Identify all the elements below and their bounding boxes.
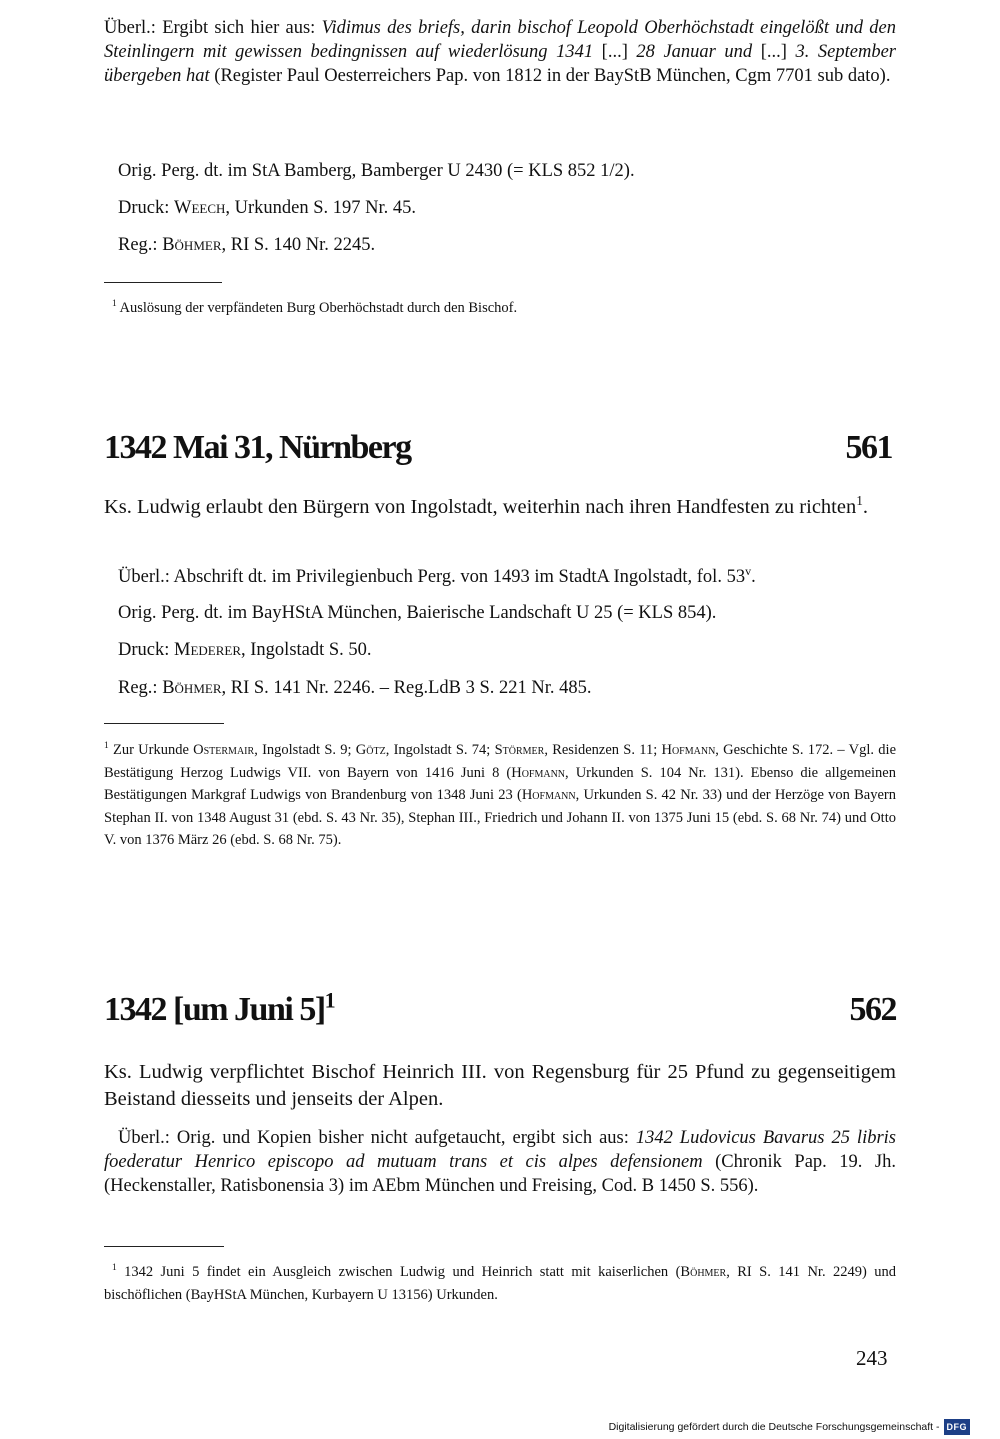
entry-562-footnote: $^1$ 1342 Juni 5 findet ein Ausgleich zwischen Ludwig und Heinrich statt mit kaiserlichen (Böhmer, RI S. 141 Nr. 2249) und bischöflichen (BayHStA München, Kurbayern U 13156) Urkunden.	[104, 1263, 896, 1303]
footnote-rule-561	[104, 723, 224, 724]
page-number: 243	[856, 1346, 888, 1370]
dfg-logo: DFG	[944, 1419, 971, 1435]
entry-561-orig: Orig. Perg. dt. im BayHStA München, Baierische Landschaft U 25 (= KLS 854).	[118, 603, 717, 623]
footnote-top: $^1$ Auslösung der verpfändeten Burg Oberhöchstadt durch den Bischof.	[112, 299, 518, 316]
footer-text: Digitalisierung gefördert durch die Deutsche Forschungsgemeinschaft -	[608, 1421, 940, 1433]
footnote-rule-562	[104, 1246, 224, 1247]
uberl-paragraph-top: Überl.: Ergibt sich hier aus: Vidimus des briefs, darin bischof Leopold Oberhöchstadt eingelößt und den Steinlingern mit gewissen bedingnissen auf wiederlösung 1341 [...] 28 Januar und [...] 3. September übergeben hat (Register Paul Oesterreichers Pap. von 1812 in der BayStB München, Cgm 7701 sub dato).	[104, 18, 896, 86]
entry-561-number: 561	[845, 429, 892, 466]
entry-562-summary: Ks. Ludwig verpflichtet Bischof Heinrich III. von Regensburg für 25 Pfund zu gegenseitigem Beistand diesseits und jenseits der Alpen.	[104, 1061, 896, 1110]
entry-561-druck: Druck: Mederer, Ingolstadt S. 50.	[118, 640, 372, 660]
entry-561-heading: 1342 Mai 31, Nürnberg	[104, 429, 411, 466]
entry-561-footnote: $^1$ Zur Urkunde Ostermair, Ingolstadt S. 9; Götz, Ingolstadt S. 74; Störmer, Residenzen S. 11; Hofmann, Geschichte S. 172. – Vgl. die Bestätigung Herzog Ludwigs VII. von Bayern von 1416 Juni 8 (Hofmann, Urkunden S. 104 Nr. 131). Ebenso die allgemeinen Bestätigungen Markgraf Ludwigs von Brandenburg von 1348 Juni 23 (Hofmann, Urkunden S. 42 Nr. 33) und der Herzöge von Bayern Stephan II. von 1348 August 31 (ebd. S. 43 Nr. 35), Stephan III., Friedrich und Johann II. von 1375 Juni 15 (ebd. S. 68 Nr. 74) und Otto V. von 1376 März 26 (ebd. S. 68 Nr. 75).	[104, 741, 897, 848]
entry-561-reg: Reg.: Böhmer, RI S. 141 Nr. 2246. – Reg.LdB 3 S. 221 Nr. 485.	[118, 678, 592, 698]
digitization-footer	[609, 1419, 970, 1435]
druck-line-top: Druck: Weech, Urkunden S. 197 Nr. 45.	[118, 198, 417, 218]
entry-562-number: 562	[849, 991, 896, 1028]
entry-561-summary: Ks. Ludwig erlaubt den Bürgern von Ingolstadt, weiterhin nach ihren Handfesten zu richten$^1$.	[104, 493, 868, 518]
reg-line-top: Reg.: Böhmer, RI S. 140 Nr. 2245.	[118, 235, 376, 255]
orig-line-top: Orig. Perg. dt. im StA Bamberg, Bamberger U 2430 (= KLS 852 1/2).	[118, 161, 635, 181]
entry-561-uberl: Überl.: Abschrift dt. im Privilegienbuch Perg. von 1493 im StadtA Ingolstadt, fol. 53$^v$.	[118, 563, 756, 587]
entry-562-uberl: Überl.: Orig. und Kopien bisher nicht aufgetaucht, ergibt sich aus: 1342 Ludovicus Bavarus 25 libris foederatur Henrico episcopo ad mutuam trans et cis alpes defensionem (Chronik Pap. 19. Jh. (Heckenstaller, Ratisbonensia 3) im AEbm München und Freising, Cod. B 1450 S. 556).	[104, 1128, 897, 1196]
footnote-rule-top	[104, 282, 222, 283]
entry-562-heading: 1342 [um Juni 5]$^1$	[104, 987, 335, 1028]
